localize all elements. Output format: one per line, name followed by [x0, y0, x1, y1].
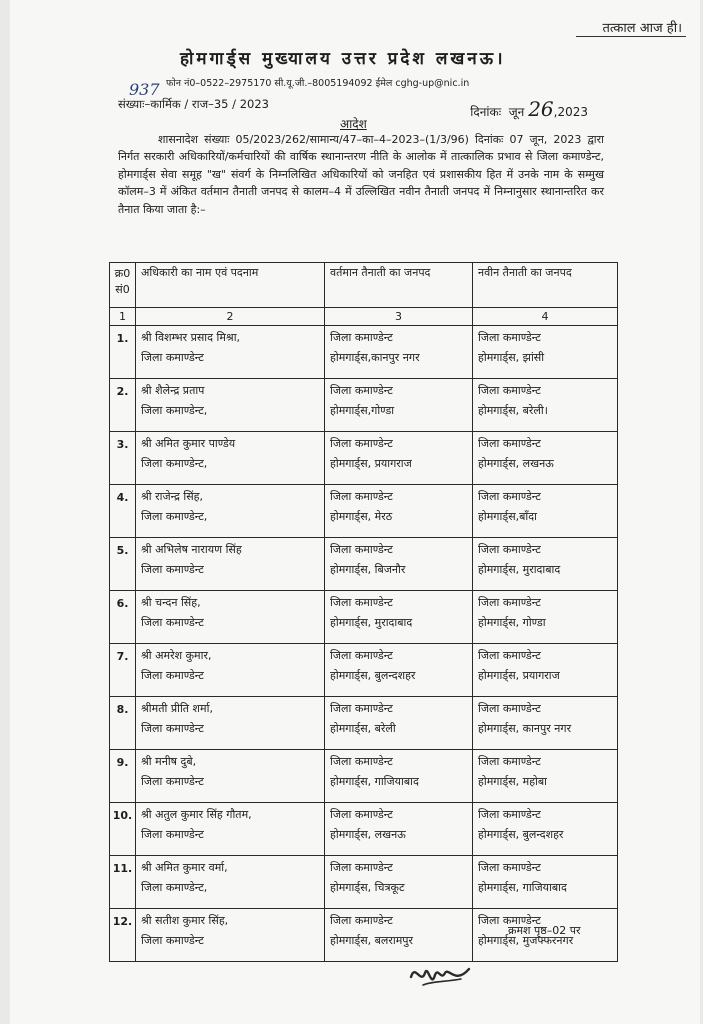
new-district: होमगार्ड्स, प्रयागराज	[478, 669, 560, 682]
current-post: जिला कमाण्डेन्ट	[330, 649, 393, 662]
new-post: जिला कमाण्डेन्ट	[478, 490, 541, 503]
new-posting-cell	[473, 803, 618, 856]
current-posting-cell	[325, 379, 473, 432]
current-posting-cell	[325, 538, 473, 591]
officer-name: श्री अमित कुमार पाण्डेय	[141, 437, 236, 450]
officer-name: श्री अमरेश कुमार,	[141, 649, 212, 662]
new-post: जिला कमाण्डेन्ट	[478, 702, 541, 715]
table-body	[110, 326, 618, 962]
new-district: होमगार्ड्स, कानपुर नगर	[478, 722, 572, 735]
new-district: होमगार्ड्स, गाजियाबाद	[478, 881, 567, 894]
officer-name: श्रीमती प्रीति शर्मा,	[141, 702, 213, 715]
new-posting-cell	[473, 538, 618, 591]
row-sn: 10.	[110, 803, 136, 856]
officer-designation: जिला कमाण्डेन्ट	[141, 563, 204, 576]
officer-cell	[136, 909, 325, 962]
officer-designation: जिला कमाण्डेन्ट	[141, 669, 204, 682]
table-row	[110, 591, 618, 644]
current-post: जिला कमाण्डेन्ट	[330, 755, 393, 768]
officer-name: श्री राजेन्द्र सिंह,	[141, 490, 204, 503]
new-district: होमगार्ड्स, मुरादाबाद	[478, 563, 561, 576]
header-sn: क्र0 सं0	[110, 263, 136, 308]
header-new-posting: नवीन तैनाती का जनपद	[473, 263, 618, 308]
urgent-note-underline	[576, 36, 686, 37]
current-post: जिला कमाण्डेन्ट	[330, 437, 393, 450]
table-row	[110, 432, 618, 485]
column-number: 4	[473, 308, 618, 326]
column-number: 2	[136, 308, 325, 326]
new-posting-cell	[473, 750, 618, 803]
new-post: जिला कमाण्डेन्ट	[478, 861, 541, 874]
table-row	[110, 856, 618, 909]
table-row	[110, 326, 618, 379]
officer-name: श्री चन्दन सिंह,	[141, 596, 201, 609]
row-sn: 3.	[110, 432, 136, 485]
current-posting-cell	[325, 697, 473, 750]
officer-designation: जिला कमाण्डेन्ट,	[141, 881, 208, 894]
officer-name: श्री शैलेन्द्र प्रताप	[141, 384, 205, 397]
current-post: जिला कमाण्डेन्ट	[330, 331, 393, 344]
officer-designation: जिला कमाण्डेन्ट,	[141, 457, 208, 470]
officer-designation: जिला कमाण्डेन्ट	[141, 616, 204, 629]
current-post: जिला कमाण्डेन्ट	[330, 702, 393, 715]
date-day-handwritten: 26	[528, 97, 554, 121]
current-district: होमगार्ड्स, गाजियाबाद	[330, 775, 419, 788]
reference-number: संख्याः–कार्मिक / राज–35 / 2023	[118, 97, 269, 111]
new-post: जिला कमाण्डेन्ट	[478, 755, 541, 768]
current-posting-cell	[325, 856, 473, 909]
officer-designation: जिला कमाण्डेन्ट	[141, 351, 204, 364]
officer-name: श्री अतुल कुमार सिंह गौतम,	[141, 808, 252, 821]
current-posting-cell	[325, 909, 473, 962]
officer-cell	[136, 750, 325, 803]
current-district: होमगार्ड्स, मुरादाबाद	[330, 616, 413, 629]
officer-cell	[136, 485, 325, 538]
new-posting-cell	[473, 379, 618, 432]
continuation-note: क्रमश पृष्ठ–02 पर	[508, 924, 581, 937]
officer-cell	[136, 803, 325, 856]
officer-cell	[136, 379, 325, 432]
svg-text:937: 937	[129, 80, 160, 99]
order-heading: आदेश	[340, 117, 367, 131]
current-posting-cell	[325, 803, 473, 856]
current-district: होमगार्ड्स, बुलन्दशहर	[330, 669, 416, 682]
header-current-posting: वर्तमान तैनाती का जनपद	[325, 263, 473, 308]
officer-name: श्री सतीश कुमार सिंह,	[141, 914, 229, 927]
row-sn: 12.	[110, 909, 136, 962]
new-post: जिला कमाण्डेन्ट	[478, 596, 541, 609]
current-district: होमगार्ड्स, प्रयागराज	[330, 457, 412, 470]
table-row	[110, 379, 618, 432]
new-district: होमगार्ड्स, बुलन्दशहर	[478, 828, 564, 841]
signature	[405, 955, 475, 995]
current-district: होमगार्ड्स, बरेली	[330, 722, 396, 735]
current-district: होमगार्ड्स, बिजनौर	[330, 563, 406, 576]
officer-designation: जिला कमाण्डेन्ट,	[141, 510, 208, 523]
new-post: जिला कमाण्डेन्ट	[478, 543, 541, 556]
current-post: जिला कमाण्डेन्ट	[330, 808, 393, 821]
officer-cell	[136, 538, 325, 591]
current-posting-cell	[325, 750, 473, 803]
new-district: होमगार्ड्स, बरेली।	[478, 404, 548, 417]
table-header-row	[110, 263, 618, 308]
column-number: 1	[110, 308, 136, 326]
officer-cell	[136, 432, 325, 485]
urgent-note: तत्काल आज ही।	[602, 21, 682, 36]
officer-name: श्री विशम्भर प्रसाद मिश्रा,	[141, 331, 241, 344]
current-post: जिला कमाण्डेन्ट	[330, 914, 393, 927]
current-posting-cell	[325, 591, 473, 644]
officer-cell	[136, 697, 325, 750]
current-posting-cell	[325, 326, 473, 379]
new-district: होमगार्ड्स, झांसी	[478, 351, 545, 364]
current-post: जिला कमाण्डेन्ट	[330, 861, 393, 874]
officer-designation: जिला कमाण्डेन्ट	[141, 775, 204, 788]
row-sn: 9.	[110, 750, 136, 803]
current-district: होमगार्ड्स, मेरठ	[330, 510, 393, 523]
officer-cell	[136, 644, 325, 697]
row-sn: 4.	[110, 485, 136, 538]
current-post: जिला कमाण्डेन्ट	[330, 490, 393, 503]
current-post: जिला कमाण्डेन्ट	[330, 596, 393, 609]
table-row	[110, 697, 618, 750]
new-post: जिला कमाण्डेन्ट	[478, 914, 541, 927]
new-district: होमगार्ड्स,बाँदा	[478, 510, 537, 523]
new-post: जिला कमाण्डेन्ट	[478, 384, 541, 397]
officer-name: श्री अमित कुमार वर्मा,	[141, 861, 228, 874]
table-row	[110, 538, 618, 591]
new-posting-cell	[473, 591, 618, 644]
current-district: होमगार्ड्स, चित्रकूट	[330, 881, 405, 894]
row-sn: 2.	[110, 379, 136, 432]
officer-designation: जिला कमाण्डेन्ट	[141, 934, 204, 947]
contact-line: फोन नं0–0522–2975170 सी.यू.जी.–8005194092 ईमेल cghg-up@nic.in	[166, 78, 470, 89]
table-row	[110, 803, 618, 856]
new-district: होमगार्ड्स, महोबा	[478, 775, 548, 788]
new-post: जिला कमाण्डेन्ट	[478, 331, 541, 344]
order-body: शासनादेश संख्याः 05/2023/262/सामान्य/47–का–4–2023–(1/3/96) दिनांकः 07 जून, 2023 द्वारा निर्गत सरकारी अधिकारियों/कर्मचारियों की वार्षिक स्थानान्तरण नीति के आलोक में तात्कालिक प्रभाव से जिला कमाण्डेन्ट, होमगार्ड्स सेवा समूह "ख" संवर्ग के निम्नलिखित अधिकारियों को जनहित एवं प्रशासकीय हित में उनके नाम के सम्मुख कॉलम–3 में अंकित वर्तमान तैनाती जनपद से कालम–4 में उल्लिखित नवीन तैनाती जनपद में निम्नानुसार स्थानान्तरित कर तैनात किया जाता है:–	[118, 133, 604, 216]
table-row	[110, 485, 618, 538]
current-district: होमगार्ड्स,कानपुर नगर	[330, 351, 420, 364]
row-sn: 6.	[110, 591, 136, 644]
transfer-table	[109, 262, 618, 962]
new-posting-cell	[473, 644, 618, 697]
new-posting-cell	[473, 432, 618, 485]
new-posting-cell	[473, 856, 618, 909]
new-posting-cell	[473, 326, 618, 379]
new-post: जिला कमाण्डेन्ट	[478, 808, 541, 821]
officer-name: श्री अभिलेष नारायण सिंह	[141, 543, 242, 556]
new-post: जिला कमाण्डेन्ट	[478, 437, 541, 450]
office-title: होमगार्ड्स मुख्यालय उत्तर प्रदेश लखनऊ।	[180, 49, 506, 69]
current-district: होमगार्ड्स,गोण्डा	[330, 404, 395, 417]
current-posting-cell	[325, 432, 473, 485]
officer-cell	[136, 326, 325, 379]
row-sn: 8.	[110, 697, 136, 750]
new-district: होमगार्ड्स, लखनऊ	[478, 457, 554, 470]
column-number: 3	[325, 308, 473, 326]
current-post: जिला कमाण्डेन्ट	[330, 384, 393, 397]
current-district: होमगार्ड्स, लखनऊ	[330, 828, 406, 841]
officer-designation: जिला कमाण्डेन्ट	[141, 828, 204, 841]
new-district: होमगार्ड्स, मुजफ्फरनगर	[478, 934, 574, 947]
row-sn: 11.	[110, 856, 136, 909]
officer-cell	[136, 591, 325, 644]
officer-name: श्री मनीष दुबे,	[141, 755, 197, 768]
officer-designation: जिला कमाण्डेन्ट,	[141, 404, 208, 417]
row-sn: 7.	[110, 644, 136, 697]
column-number-row	[110, 308, 618, 326]
table-row	[110, 644, 618, 697]
new-posting-cell	[473, 485, 618, 538]
row-sn: 5.	[110, 538, 136, 591]
current-posting-cell	[325, 485, 473, 538]
order-date: दिनांकः जून 26,2023	[470, 97, 588, 121]
header-name: अधिकारी का नाम एवं पदनाम	[136, 263, 325, 308]
current-district: होमगार्ड्स, बलरामपुर	[330, 934, 414, 947]
current-post: जिला कमाण्डेन्ट	[330, 543, 393, 556]
officer-cell	[136, 856, 325, 909]
document-page	[10, 0, 700, 1024]
new-post: जिला कमाण्डेन्ट	[478, 649, 541, 662]
new-district: होमगार्ड्स, गोण्डा	[478, 616, 546, 629]
row-sn: 1.	[110, 326, 136, 379]
new-posting-cell	[473, 697, 618, 750]
officer-designation: जिला कमाण्डेन्ट	[141, 722, 204, 735]
current-posting-cell	[325, 644, 473, 697]
table-row	[110, 750, 618, 803]
